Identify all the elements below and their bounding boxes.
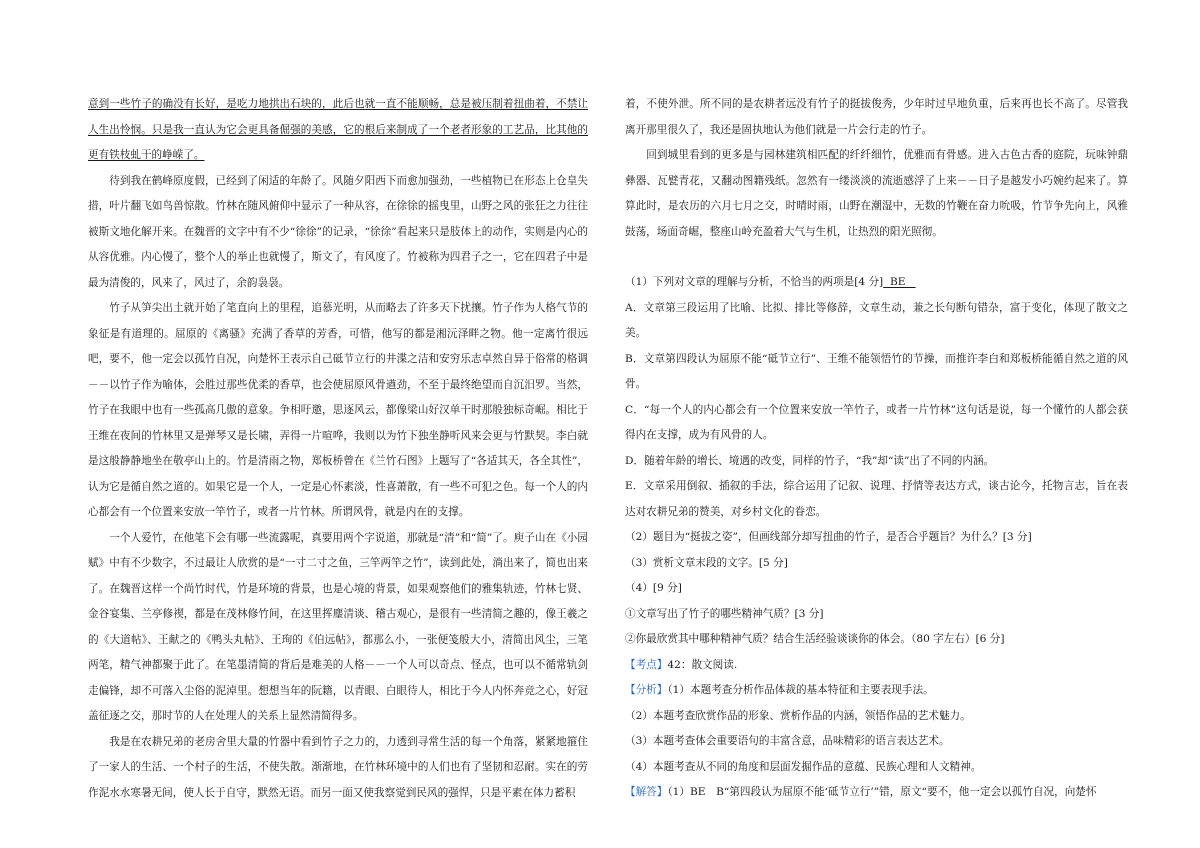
- jieda-tag: 【解答】: [625, 786, 668, 798]
- question-1: [625, 270, 1128, 296]
- paragraph: 一个人爱竹，在他笔下会有哪一些流露呢，真要用两个字说道，那就是“清”和“简”了。庾子山在《小园赋》中有不少数字，不过最让人欣赏的是“一寸二寸之鱼，三竿两竿之竹”，读到此处，淌出来了，简也出来了。在魏晋这样一个尚竹时代，竹是环境的背景，也是心境的背景，如果观察他们的雅集轨迹，竹林七贤、金谷宴集、兰亭修禊，都是在茂林修竹间，在这里挥麈清谈、稽古观心，是很有一些清简之趣的，像王羲之的《大道帖》、王献之的《鸭头丸帖》、王珣的《伯远帖》，都那么小，一张便笺般大小，清简出风尘，三笔两笔，精气神都聚于此了。在笔墨清简的背后是难美的人格－－一个人可以奇点、怪点，也可以不循常轨剑走偏锋，却不可落入尘俗的泥淖里。想想当年的阮籍，以青眼、白眼待人，相比于今人内怀奔竞之心，好冠盖征逐之交，那时节的人在处理人的关系上显然清简得多。: [88, 531, 588, 722]
- jieda-text: （1）BE B“第四段认为屈原不能‘砥节立行’”错，原文“要不，他一定会以孤竹自况，向楚怀: [667, 786, 1097, 798]
- fenxi-line-1: （1）本题考查分析作品体裁的基本特征和主要表现手法。: [667, 684, 934, 696]
- right-column: [625, 92, 1128, 806]
- question-4-1: ①文章写出了竹子的哪些精神气质？[3 分]: [625, 607, 824, 620]
- fenxi-line-4: （4）本题考查从不同的角度和层面发掘作品的意蕴、民族心理和人文精神。: [625, 760, 982, 773]
- question-4: （4）[9 分]: [625, 582, 682, 594]
- paragraph: 回到城里看到的更多是与园林建筑相匹配的纤纤细竹，优雅而有骨感。进入古色古香的庭院，玩味钟鼎彝器、瓦甓青花，又翻动图籍残纸。忽然有一缕淡淡的流逝感浮了上来－－日子是越发小巧婉约起来了。算算此时，是农历的六月七月之交，时晴时雨，山野在潮湿中，无数的竹鞭在奋力吮吸，竹节争先向上，风雅鼓荡，场面奇崛，整座山岭充盈着大气与生机，让热烈的阳光照彻。: [625, 149, 1128, 238]
- spacer: [625, 245, 1128, 270]
- underlined-passage: 意到一些竹子的确没有长好，是吃力地拱出石块的，此后也就一直不能顺畅，总是被压制着扭曲着，不禁让人生出怜悯。只是我一直认为它会更具备倔强的美感，它的根后来制成了一个老者形象的工艺品，比其他的更有铁枝虬干的峥嵘了。: [88, 98, 588, 161]
- option-e: E．文章采用倒叙、插叙的手法，综合运用了记叙、说理、抒情等表达方式，谈古论今，托物言志，旨在表达对农耕兄弟的赞美，对乡村文化的眷恋。: [625, 480, 1128, 518]
- option-b: B．文章第四段认为屈原不能“砥节立行”、王维不能领悟竹的节操，而推许李白和郑板桥能循自然之道的风骨。: [625, 352, 1128, 390]
- fenxi: [625, 678, 1128, 704]
- paragraph: 我是在农耕兄弟的老房舍里大量的竹器中看到竹子之力的，力透到寻常生活的每一个角落，紧紧地箍住了一家人的生活、一个村子的生活，不使失散。渐渐地，在竹林环境中的人们也有了坚韧和忍耐。实在的劳作泥水水寒暑无间，使人长于自守，默然无语。而另一面又使我察觉到民风的强悍，只是平素在体力蓄积: [88, 735, 588, 799]
- question-1-text: （1）下列对文章的理解与分析，不恰当的两项是[4 分]: [625, 276, 884, 288]
- jieda: [625, 780, 1128, 806]
- paragraph: 竹子从笋尖出土就开始了笔直向上的里程，追慕光明，从而略去了许多天下扰攘。竹子作为人格气节的象征是有道理的。屈原的《离骚》充满了香草的芳香，可惜，他写的都是湘沅泽畔之物。他一定离竹很远吧，要不，他一定会以孤竹自况，向楚怀王表示自己砥节立行的井渫之洁和安穷乐志卓然自异于俗常的格调－－以竹子作为喻体，会胜过那些优柔的香草，也会使屈原风骨遒劲，不至于最终绝望而自沉汨罗。当然，竹子在我眼中也有一些孤高几傲的意象。争相吁邀，思逐风云，都像梁山好汉单干时那般独标奇崛。相比于王维在夜间的竹林里又是弹琴又是长啸，弄得一片喧哗，我则以为竹下独坐静听风来会更与竹默契。李白就是这般静静地坐在敬亭山上的。竹是清雨之物，郑板桥曾在《兰竹石图》上题写了“各适其天，各全其性”，认为它是循自然之道的。如果它是一个人，一定是心怀素淡，性喜萧散，有一些不可犯之色。每一个人的内心都会有一个位置来安放一竿竹子，或者一片竹林。所谓风骨，就是内在的支撑。: [88, 302, 588, 518]
- option-c: C．“每一个人的内心都会有一个位置来安放一竿竹子，或者一片竹林”这句话是说，每一个懂竹的人都会获得内在支撑，成为有风骨的人。: [625, 403, 1128, 441]
- kaodian-text: 42：散文阅读.: [667, 658, 738, 671]
- fenxi-line-3: （3）本题考查体会重要语句的丰富含意，品味精彩的语言表达艺术。: [625, 735, 950, 747]
- question-3: （3）赏析文章末段的文字。[5 分]: [625, 556, 788, 569]
- question-2: （2）题目为“挺拔之姿”，但画线部分却写扭曲的竹子，是否合乎题旨？为什么？[3 分]: [625, 531, 1032, 543]
- paragraph-continued: 着，不使外泄。所不同的是农耕者远没有竹子的挺拔俊秀，少年时过早地负重，后来再也长不高了。尽管我离开那里很久了，我还是固执地认为他们就是一片会行走的竹子。: [625, 98, 1128, 136]
- kaodian: [625, 653, 1128, 679]
- option-d: D．随着年龄的增长、境遇的改变，同样的竹子，“我”却“读”出了不同的内涵。: [625, 454, 995, 467]
- fenxi-line-2: （2）本题考查欣赏作品的形象、赏析作品的内涵，领悟作品的艺术魅力。: [625, 709, 971, 722]
- option-a: A．文章第三段运用了比喻、比拟、排比等修辞，文章生动，兼之长句断句错杂，富于变化，体现了散文之美。: [625, 301, 1128, 339]
- kaodian-tag: 【考点】: [625, 658, 668, 671]
- question-4-2: ②你最欣赏其中哪种精神气质？结合生活经验谈谈你的体会。（80 字左右）[6 分]: [625, 633, 1005, 645]
- fenxi-tag: 【分析】: [625, 684, 668, 696]
- paragraph: 待到我在鹤峰原度假，已经到了闲适的年龄了。风随夕阳西下而愈加强劲，一些植物已在形态上仓皇失措，叶片翻飞如鸟兽惊散。竹林在随风俯仰中显示了一种从容，在徐徐的摇曳里，山野之风的张狂之力往往被斯文地化解开来。在魏晋的文字中有不少“徐徐”的记录，“徐徐”看起来只是肢体上的动作，实则是内心的从容优雅。内心慢了，整个人的举止也就慢了，斯文了，有风度了。竹被称为四君子之一，它在四君子中是最为清俊的，风来了，风过了，余韵袅袅。: [88, 174, 588, 289]
- question-1-answer: BE: [889, 276, 906, 288]
- left-column: [88, 92, 588, 806]
